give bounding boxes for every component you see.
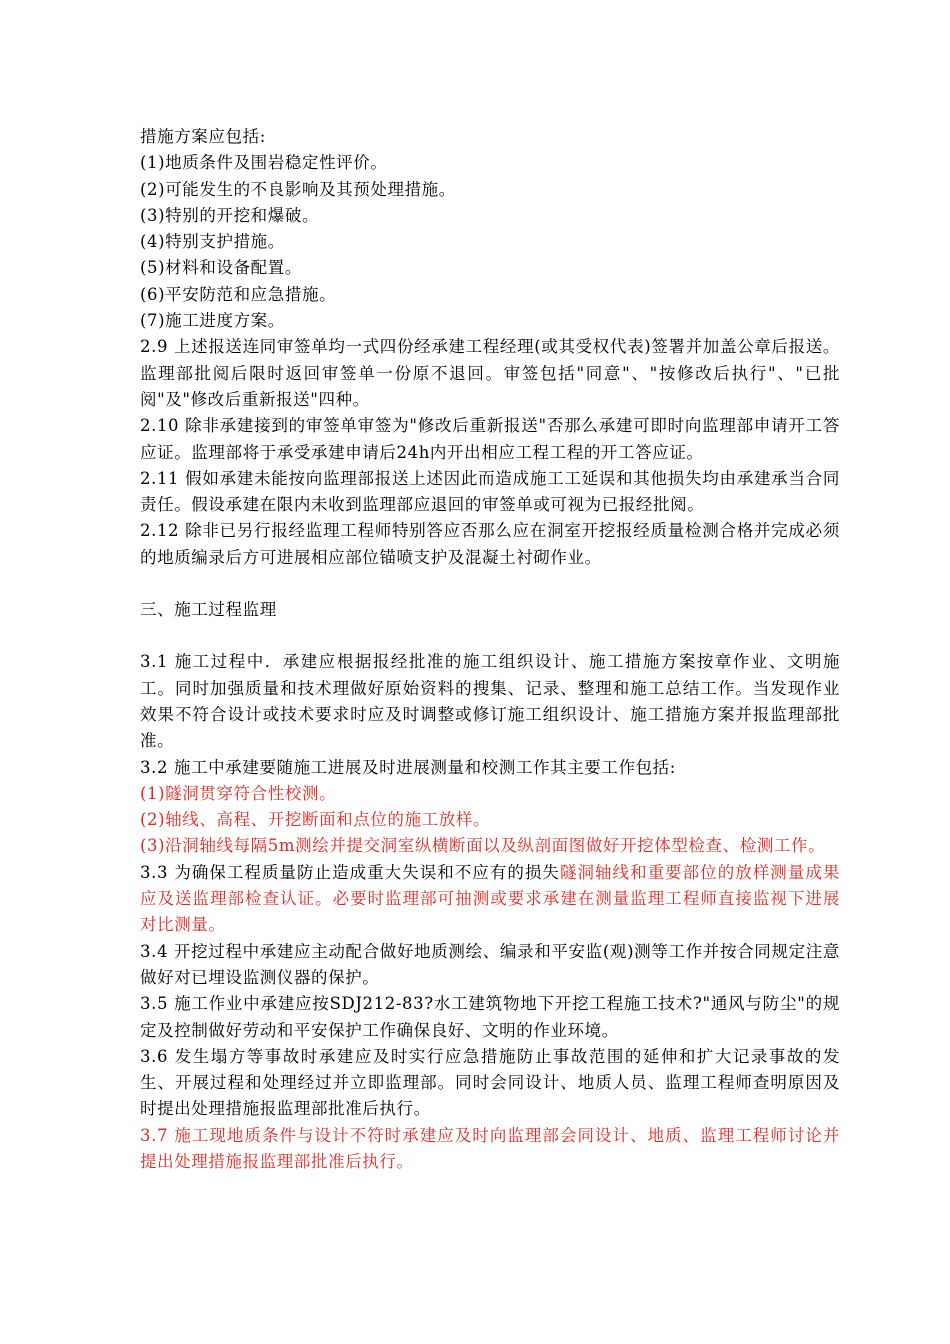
paragraph-2-11: 2.11 假如承建未能按向监理部报送上述因此而造成施工工延误和其他损失均由承建承当合同责任。假设承建在限内未收到监理部应退回的审签单或可视为已报经批阅。 [140, 468, 840, 515]
paragraph-2-10: 2.10 除非承建接到的审签单审签为"修改后重新报送"否那么承建可即时向监理部申请开工答应证。监理部将于承受承建申请后24h内开出相应工程工程的开工答应证。 [140, 416, 840, 462]
list-item: (6)平安防范和应急措施。 [140, 284, 337, 304]
paragraph-3-3-highlight: 隧洞轴线和重要部位的放样测量成果应及送监理部检查认证。必要时监理部可抽测或要求承建在测量监理工程师直接监视下进展对比测量。 [140, 862, 840, 935]
paragraph-3-2: 3.2 施工中承建要随施工进展及时进展测量和校测工作其主要工作包括: [140, 757, 676, 777]
list-item-red: (3)沿洞轴线每隔5m测绘并提交洞室纵横断面以及纵剖面图做好开挖体型检查、检测工作。 [140, 836, 826, 856]
paragraph-2-9: 2.9 上述报送连同审签单均一式四份经承建工程经理(或其受权代表)签署并加盖公章后报送。监理部批阅后限时返回审签单一份原不退回。审签包括"同意"、"按修改后执行"、"已批阅"及"修改后重新报送"四种。 [140, 337, 840, 409]
list-item: (5)材料和设备配置。 [140, 258, 302, 278]
paragraph-3-1: 3.1 施工过程中．承建应根据报经批准的施工组织设计、施工措施方案按章作业、文明施工。同时加强质量和技术理做好原始资料的搜集、记录、整理和施工总结工作。当发现作业效果不符合设计或技术要求时应及时调整或修订施工组织设计、施工措施方案并报监理部批准。 [140, 652, 840, 751]
list-item-red: (2)轴线、高程、开挖断面和点位的施工放样。 [140, 810, 491, 830]
list-item: (1)地质条件及围岩稳定性评价。 [140, 153, 388, 173]
list-item: (3)特别的开挖和爆破。 [140, 205, 320, 225]
paragraph-3-3-text: 3.3 为确保工程质量防止造成重大失误和不应有的损失 [140, 862, 560, 882]
list-item-red: (1)隧洞贯穿符合性校测。 [140, 783, 337, 803]
paragraph-3-7: 3.7 施工现地质条件与设计不符时承建应及时向监理部会同设计、地质、监理工程师讨论并提出处理措施报监理部批准后执行。 [140, 1125, 840, 1171]
paragraph-3-3 [140, 860, 840, 939]
spacer [140, 623, 840, 649]
list-item: (4)特别支护措施。 [140, 232, 285, 252]
list-item: (7)施工进度方案。 [140, 311, 285, 331]
list-item: (2)可能发生的不良影响及其预处理措施。 [140, 179, 456, 199]
section-3-heading: 三、施工过程监理 [140, 600, 277, 620]
paragraph-3-4: 3.4 开挖过程中承建应主动配合做好地质测绘、编录和平安监(观)测等工作并按合同规定注意做好对已埋设监测仪器的保护。 [140, 941, 840, 987]
paragraph-3-6: 3.6 发生塌方等事故时承建应及时实行应急措施防止事故范围的延伸和扩大记录事故的发生、开展过程和处理经过并立即监理部。同时会同设计、地质人员、监理工程师查明原因及时提出处理措施报监理部批准后执行。 [140, 1046, 840, 1119]
paragraph-3-5: 3.5 施工作业中承建应按SDJ212-83?水工建筑物地下开挖工程施工技术?"通风与防尘"的规定及控制做好劳动和平安保护工作确保良好、文明的作业环境。 [140, 994, 840, 1040]
document-page [140, 124, 840, 1175]
paragraph-2-12: 2.12 除非已另行报经监理工程师特别答应否那么应在洞室开挖报经质量检测合格并完成必须的地质编录后方可进展相应部位锚喷支护及混凝土衬砌作业。 [140, 521, 840, 567]
spacer [140, 571, 840, 597]
intro-line: 措施方案应包括: [140, 127, 266, 146]
